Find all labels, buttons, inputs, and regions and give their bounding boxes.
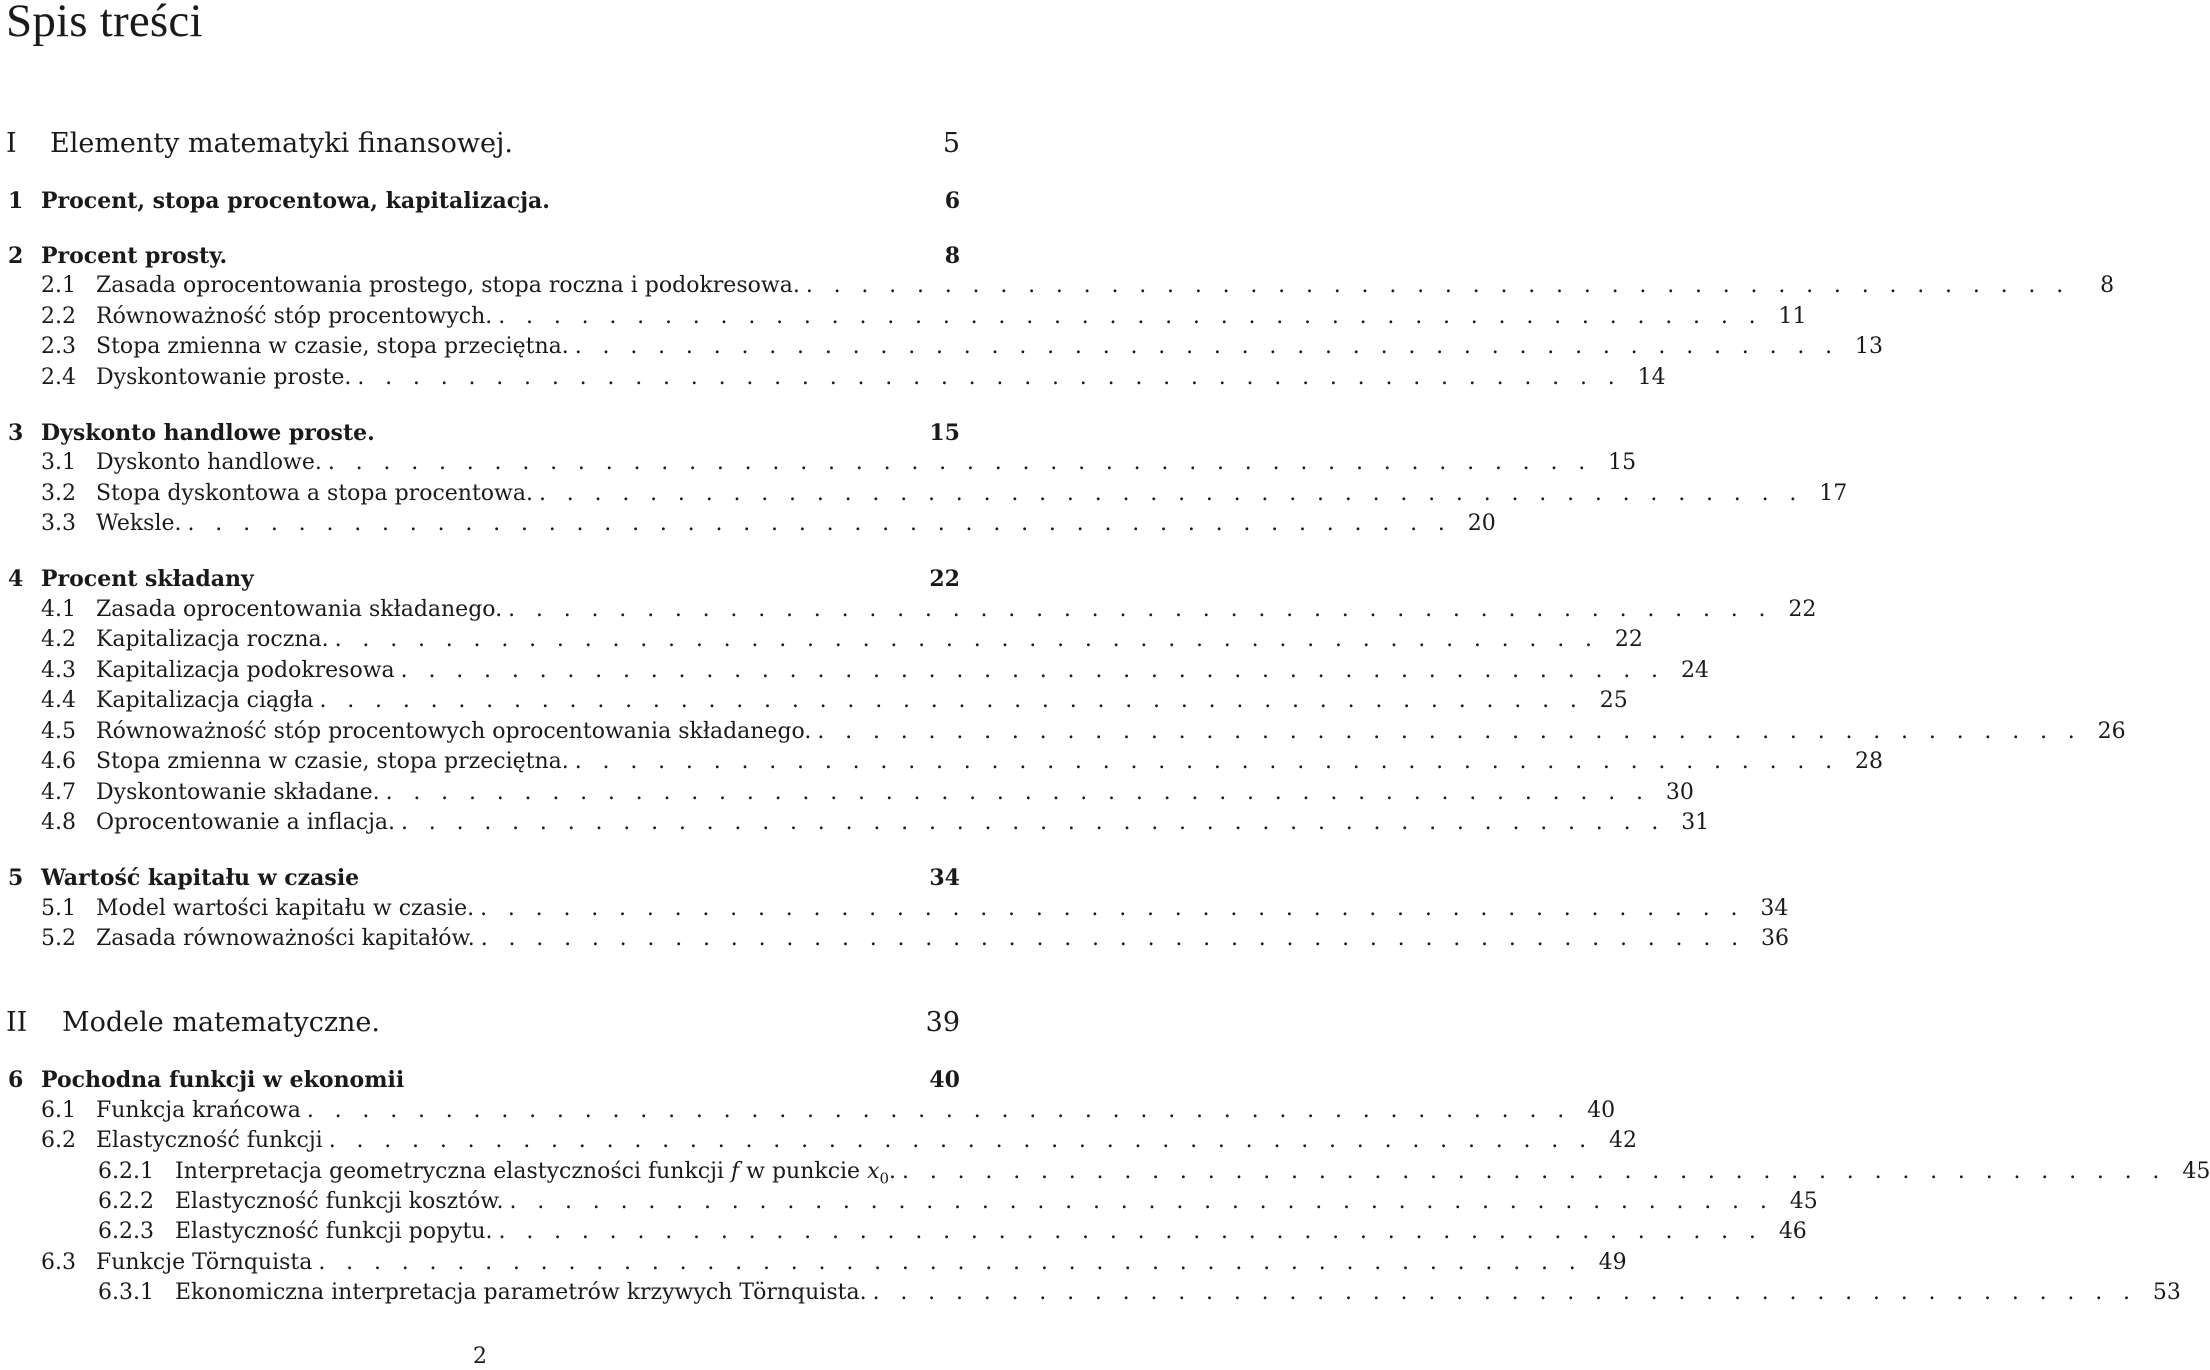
section-number: 2.1 xyxy=(41,273,76,298)
section-number: 3.1 xyxy=(41,450,76,475)
chapter-title: Dyskonto handlowe proste. xyxy=(41,420,375,446)
part-number: I xyxy=(6,128,17,159)
page-number: 2 xyxy=(473,1344,487,1369)
section-page: 17 xyxy=(1819,481,1848,506)
toc-section-entry[interactable] xyxy=(0,1096,1616,1126)
subsection-number: 6.2.3 xyxy=(98,1219,154,1244)
subsection-title: Elastyczność funkcji popytu. xyxy=(175,1219,493,1244)
dot-leader: . . . . . . . . . . . . . . . . . . . . . . . . . . . . . . . . . . . . . . . . . . . . . . xyxy=(334,627,1599,652)
chapter-page: 8 xyxy=(944,243,960,269)
subsection-page: 53 xyxy=(2152,1280,2181,1305)
section-number: 5.2 xyxy=(41,926,76,951)
toc-section-entry[interactable] xyxy=(0,448,1637,478)
section-title: Równoważność stóp procentowych oprocentowania składanego. xyxy=(96,719,812,744)
section-number: 4.8 xyxy=(41,810,76,835)
section-title: Model wartości kapitału w czasie. xyxy=(96,896,475,921)
chapter-title: Pochodna funkcji w ekonomii xyxy=(41,1067,405,1093)
section-title: Elastyczność funkcji xyxy=(96,1128,323,1153)
dot-leader: . . . . . . . . . . . . . . . . . . . . . . . . . . . . . . . . . . . . . . . . . . . . . . xyxy=(817,719,2082,744)
part-title: Modele matematyczne. xyxy=(62,1007,380,1038)
section-title: Kapitalizacja roczna. xyxy=(96,627,329,652)
toc-section-entry[interactable] xyxy=(0,686,1628,716)
chapter-page: 34 xyxy=(929,865,960,891)
dot-leader: . . . . . . . . . . . . . . . . . . . . . . . . . . . . . . . . . . . . . . . . . . . . . . xyxy=(306,1098,1572,1123)
toc-section-entry[interactable] xyxy=(0,1248,1627,1278)
toc-part-entry[interactable] xyxy=(0,126,960,162)
section-page: 13 xyxy=(1855,334,1884,359)
section-title: Stopa dyskontowa a stopa procentowa. xyxy=(96,481,533,506)
dot-leader: . . . . . . . . . . . . . . . . . . . . . . . . . . . . . . . . . . . . . . . . . . . . . . xyxy=(509,1189,1774,1214)
section-page: 31 xyxy=(1681,810,1710,835)
section-page: 8 xyxy=(2100,273,2115,298)
section-title: Kapitalizacja podokresowa xyxy=(96,658,395,683)
section-page: 14 xyxy=(1637,365,1666,390)
toc-section-entry[interactable] xyxy=(0,271,2115,301)
section-page: 42 xyxy=(1608,1128,1637,1153)
dot-leader: . . . . . . . . . . . . . . . . . . . . . . . . . . . . . . . . . . . . . . . . . . . . . . xyxy=(400,658,1665,683)
section-page: 15 xyxy=(1608,450,1637,475)
section-title: Stopa zmienna w czasie, stopa przeciętna. xyxy=(96,334,569,359)
chapter-number: 4 xyxy=(8,566,24,592)
part-title: Elementy matematyki finansowej. xyxy=(50,128,513,159)
section-page: 28 xyxy=(1855,749,1884,774)
dot-leader: . . . . . . . . . . . . . . . . . . . . . . . . . . . . . . . . . . . . . . . . . . . . . . xyxy=(574,749,1840,774)
subsection-number: 6.2.2 xyxy=(98,1189,154,1214)
section-title: Zasada równoważności kapitałów. xyxy=(96,926,475,951)
chapter-number: 6 xyxy=(8,1067,24,1093)
toc-subsection-entry[interactable] xyxy=(0,1217,1807,1247)
toc-chapter-entry[interactable] xyxy=(0,863,960,893)
toc-section-entry[interactable] xyxy=(0,894,1789,924)
toc-chapter-entry[interactable] xyxy=(0,186,960,216)
section-number: 4.5 xyxy=(41,719,76,744)
section-title: Funkcje Törnquista xyxy=(96,1250,313,1275)
toc-section-entry[interactable] xyxy=(0,717,2126,747)
section-page: 11 xyxy=(1778,304,1807,329)
toc-section-entry[interactable] xyxy=(0,778,1694,808)
section-title: Kapitalizacja ciągła xyxy=(96,688,314,713)
section-page: 36 xyxy=(1761,926,1789,951)
section-page: 26 xyxy=(2097,719,2126,744)
section-title: Dyskontowanie proste. xyxy=(96,365,352,390)
section-title: Dyskonto handlowe. xyxy=(96,450,322,475)
subsection-number: 6.2.1 xyxy=(98,1159,154,1184)
section-page: 22 xyxy=(1614,627,1643,652)
subsection-number: 6.3.1 xyxy=(98,1280,154,1305)
dot-leader: . . . . . . . . . . . . . . . . . . . . . . . . . . . . . . . . . . . . . . . . . . . . . . xyxy=(498,304,1763,329)
chapter-title: Procent, stopa procentowa, kapitalizacja. xyxy=(41,188,550,214)
section-number: 5.1 xyxy=(41,896,76,921)
chapter-page: 6 xyxy=(944,188,960,214)
toc-section-entry[interactable] xyxy=(0,747,1884,777)
toc-section-entry[interactable] xyxy=(0,332,1884,362)
section-title: Dyskontowanie składane. xyxy=(96,780,380,805)
chapter-title: Procent prosty. xyxy=(41,243,228,269)
section-number: 6.3 xyxy=(41,1250,76,1275)
toc-section-entry[interactable] xyxy=(0,656,1709,686)
toc-section-entry[interactable] xyxy=(0,595,1817,625)
section-page: 34 xyxy=(1760,896,1789,921)
subsection-title: Ekonomiczna interpretacja parametrów krzywych Törnquista. xyxy=(175,1280,867,1305)
section-number: 2.2 xyxy=(41,304,76,329)
section-page: 20 xyxy=(1467,511,1496,536)
section-page: 24 xyxy=(1680,658,1709,683)
toc-section-entry[interactable] xyxy=(0,1126,1637,1156)
part-page: 5 xyxy=(942,128,960,159)
section-number: 2.4 xyxy=(41,365,76,390)
toc-section-entry[interactable] xyxy=(0,363,1666,393)
section-page: 25 xyxy=(1599,688,1628,713)
section-title: Weksle. xyxy=(96,511,182,536)
subsection-title: Interpretacja geometryczna elastyczności funkcji f w punkcie $x_0$. xyxy=(175,1159,897,1188)
section-page: 49 xyxy=(1598,1250,1627,1275)
section-number: 2.3 xyxy=(41,334,76,359)
dot-leader: . . . . . . . . . . . . . . . . . . . . . . . . . . . . . . . . . . . . . . . . . . . . . . xyxy=(318,1250,1583,1275)
section-number: 4.7 xyxy=(41,780,76,805)
subsection-page: 45 xyxy=(1789,1189,1818,1214)
dot-leader: . . . . . . . . . . . . . . . . . . . . . . . . . . . . . . . . . . . . . . . . . . . . . . xyxy=(327,450,1593,475)
section-number: 4.2 xyxy=(41,627,76,652)
chapter-number: 2 xyxy=(8,243,24,269)
section-title: Oprocentowanie a inflacja. xyxy=(96,810,395,835)
dot-leader: . . . . . . . . . . . . . . . . . . . . . . . . . . . . . . . . . . . . . . . . . . . . . . xyxy=(480,926,1745,951)
section-number: 6.1 xyxy=(41,1098,76,1123)
dot-leader: . . . . . . . . . . . . . . . . . . . . . . . . . . . . . . . . . . . . . . . . . . . . . . xyxy=(498,1219,1763,1244)
chapter-page: 40 xyxy=(929,1067,960,1093)
dot-leader: . . . . . . . . . . . . . . . . . . . . . . . . . . . . . . . . . . . . . . . . . . . . . . xyxy=(872,1280,2137,1305)
section-number: 6.2 xyxy=(41,1128,76,1153)
toc-section-entry[interactable] xyxy=(0,509,1496,539)
chapter-title: Wartość kapitału w czasie xyxy=(41,865,360,891)
dot-leader: . . . . . . . . . . . . . . . . . . . . . . . . . . . . . . . . . . . . . . . . . . . . . . xyxy=(385,780,1650,805)
section-title: Funkcja krańcowa xyxy=(96,1098,301,1123)
part-number: II xyxy=(6,1007,28,1038)
toc-subsection-entry[interactable] xyxy=(0,1278,2181,1308)
toc-subsection-entry[interactable] xyxy=(0,1157,2210,1188)
dot-leader: . . . . . . . . . . . . . . . . . . . . . . . . . . . . . . . . . . . . . . . . . . . . . . xyxy=(187,511,1452,536)
section-page: 22 xyxy=(1788,597,1817,622)
section-number: 3.3 xyxy=(41,511,76,536)
dot-leader: . . . . . . . . . . . . . . . . . . . . . . . . . . . . . . . . . . . . . . . . . . . . . . xyxy=(538,481,1804,506)
section-number: 4.6 xyxy=(41,749,76,774)
toc-section-entry[interactable] xyxy=(0,625,1643,655)
dot-leader: . . . . . . . . . . . . . . . . . . . . . . . . . . . . . . . . . . . . . . . . . . . . . . xyxy=(805,273,2071,298)
subsection-page: 46 xyxy=(1778,1219,1807,1244)
section-page: 30 xyxy=(1665,780,1694,805)
chapter-title: Procent składany xyxy=(41,566,254,592)
toc-title: Spis treści xyxy=(6,0,203,47)
section-title: Zasada oprocentowania prostego, stopa roczna i podokresowa. xyxy=(96,273,800,298)
part-page: 39 xyxy=(925,1007,960,1038)
chapter-number: 3 xyxy=(8,420,24,446)
section-number: 4.3 xyxy=(41,658,76,683)
dot-leader: . . . . . . . . . . . . . . . . . . . . . . . . . . . . . . . . . . . . . . . . . . . . . . xyxy=(508,597,1773,622)
chapter-number: 5 xyxy=(8,865,24,891)
toc-chapter-entry[interactable] xyxy=(0,1065,960,1095)
chapter-page: 15 xyxy=(929,420,960,446)
section-title: Równoważność stóp procentowych. xyxy=(96,304,493,329)
dot-leader: . . . . . . . . . . . . . . . . . . . . . . . . . . . . . . . . . . . . . . . . . . . . . . xyxy=(328,1128,1593,1153)
dot-leader: . . . . . . . . . . . . . . . . . . . . . . . . . . . . . . . . . . . . . . . . . . . . . . xyxy=(357,365,1622,390)
chapter-number: 1 xyxy=(8,188,24,214)
toc-chapter-entry[interactable] xyxy=(0,241,960,271)
section-title: Stopa zmienna w czasie, stopa przeciętna. xyxy=(96,749,569,774)
section-title: Zasada oprocentowania składanego. xyxy=(96,597,503,622)
dot-leader: . . . . . . . . . . . . . . . . . . . . . . . . . . . . . . . . . . . . . . . . . . . . . . xyxy=(902,1159,2167,1184)
toc-section-entry[interactable] xyxy=(0,808,1710,838)
toc-part-entry[interactable] xyxy=(0,1005,960,1041)
toc-chapter-entry[interactable] xyxy=(0,418,960,448)
section-page: 40 xyxy=(1587,1098,1616,1123)
toc-chapter-entry[interactable] xyxy=(0,564,960,594)
dot-leader: . . . . . . . . . . . . . . . . . . . . . . . . . . . . . . . . . . . . . . . . . . . . . . xyxy=(480,896,1745,921)
subsection-page: 45 xyxy=(2182,1159,2210,1184)
toc-section-entry[interactable] xyxy=(0,302,1807,332)
section-number: 4.4 xyxy=(41,688,76,713)
dot-leader: . . . . . . . . . . . . . . . . . . . . . . . . . . . . . . . . . . . . . . . . . . . . . . xyxy=(401,810,1666,835)
dot-leader: . . . . . . . . . . . . . . . . . . . . . . . . . . . . . . . . . . . . . . . . . . . . . . xyxy=(574,334,1840,359)
section-number: 3.2 xyxy=(41,481,76,506)
toc-section-entry[interactable] xyxy=(0,479,1848,509)
toc-section-entry[interactable] xyxy=(0,924,1789,954)
chapter-page: 22 xyxy=(929,566,960,592)
toc-subsection-entry[interactable] xyxy=(0,1187,1818,1217)
subsection-title: Elastyczność funkcji kosztów. xyxy=(175,1189,504,1214)
dot-leader: . . . . . . . . . . . . . . . . . . . . . . . . . . . . . . . . . . . . . . . . . . . . . . xyxy=(319,688,1584,713)
section-number: 4.1 xyxy=(41,597,76,622)
